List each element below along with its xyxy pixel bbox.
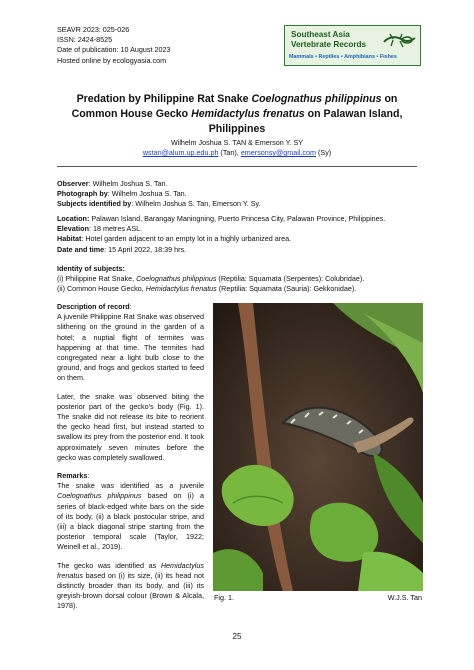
main-text-column: Description of record: A juvenile Philippine Rat Snake was observed slithering on the ground in the garden of a hotel; a nuptial flight of termites was happening at that time. The termites had congregated near a light bulb close to the ground, and frogs and geckos started to feed on them. Later, the snake was observed biting the posterior part of the gecko's body (Fig. 1). The snake did not release its bite to reorient the gecko head first, but instead started to swallow its prey from the posterior end. It took approximately seven minutes before the gecko was completely swallowed. Remarks: The snake was identified as a juvenile Coelognathus philippinus based on (i) a series of black-edged white bars on the side of its body, (ii) a black postocular stripe, and (iii) a black diagonal stripe starting from the posterior temporal scale (Taylor, 1922; Weinell et al., 2019). The gecko was identified as Hemidactylus frenatus based on (i) its size, (ii) its head not distinctly broader than its body, and (iii) its greyish-brown dorsal colour (Brown & Alcala, 1978). [57,302,204,611]
authors: Wilhelm Joshua S. TAN & Emerson Y. SY wstan@alum.up.edu.ph (Tan), emersonsy@gmail.com (Sy) [57,138,417,158]
identity-block: Identity of subjects: (i) Philippine Rat Snake, Coelognathus philippinus (Reptilia: Squamata (Serpentes): Colubridae). (ii) Common House Gecko, Hemidactylus frenatus (Reptilia: Squamata (Sauria): Gekkonidae). [57,264,365,294]
publication-date: Date of publication: 10 August 2023 [57,45,171,55]
observer-block: Observer: Wilhelm Joshua S. Tan. Photograph by: Wilhelm Joshua S. Tan. Subjects identified by: Wilhelm Joshua S. Tan, Emerson Y. Sy. [57,179,261,209]
logo-line2: Vertebrate Records [291,40,367,49]
figure-caption: Fig. 1. [214,593,234,602]
location-block: Location: Palawan Island, Barangay Maningning, Puerto Princesa City, Palawan Province, Philippines. Elevation: 18 metres ASL. Habitat: Hotel garden adjacent to an empty lot in a highly urbanized area. Date and time: 15 April 2022, 18:39 hrs. [57,214,386,254]
gecko-icon [381,30,417,52]
page-number: 25 [232,632,242,641]
species-name: Coelognathus philippinus [251,93,382,105]
journal-info [57,25,171,66]
remarks-heading: Remarks [57,471,88,481]
logo-line1: Southeast Asia [291,30,350,39]
species-name: Hemidactylus frenatus [191,108,305,120]
description-para2: Later, the snake was observed biting the posterior part of the gecko's body (Fig. 1). The snake did not release its bite to reorient the gecko head first, but instead started to swallow its prey from the posterior end. It took approximately seven minutes before the gecko was completely swallowed. [57,391,204,462]
hosted-by: Hosted online by ecologyasia.com [57,55,167,65]
remarks-para1: The snake was identified as a juvenile Coelognathus philippinus based on (i) a series of black-edged white bars on the side of its body, (ii) a black postocular stripe, and (iii) a black diagonal stripe starting from the posterior temporal scale (Taylor, 1922; Weinell et al., 2019). [57,481,204,552]
author-names: Wilhelm Joshua S. TAN & Emerson Y. SY [170,138,304,147]
journal-logo [284,25,421,66]
article-title: Predation by Philippine Rat Snake Coelognathus philippinus on Common House Gecko Hemidactylus frenatus on Palawan Island, Philippines [71,93,403,135]
email-link-sy[interactable]: emersonsy@gmail.com [240,148,317,157]
snake-gecko-photo [213,303,423,591]
description-heading: Description of record [57,302,130,311]
email-link-tan[interactable]: wstan@alum.up.edu.ph [142,148,219,157]
divider [57,166,417,167]
description-para1: A juvenile Philippine Rat Snake was observed slithering on the ground in the garden of a hotel; a nuptial flight of termites was happening at that time. The termites had congregated near a light bulb close to the ground, and frogs and geckos started to feed on them. [57,312,204,383]
figure-credit: W.J.S. Tan [387,593,422,602]
identity-heading: Identity of subjects [57,264,123,273]
journal-issue: SEAVR 2023: 025-026 [57,25,130,34]
logo-tagline: Mammals • Reptiles • Amphibians • Fishes [289,54,397,60]
figure-photo [213,303,423,591]
issn: ISSN: 2424-8525 [57,35,113,45]
remarks-para2: The gecko was identified as Hemidactylus frenatus based on (i) its size, (ii) its head not distinctly broader than its body, and (iii) its greyish-brown dorsal colour (Brown & Alcala, 1978). [57,560,204,611]
